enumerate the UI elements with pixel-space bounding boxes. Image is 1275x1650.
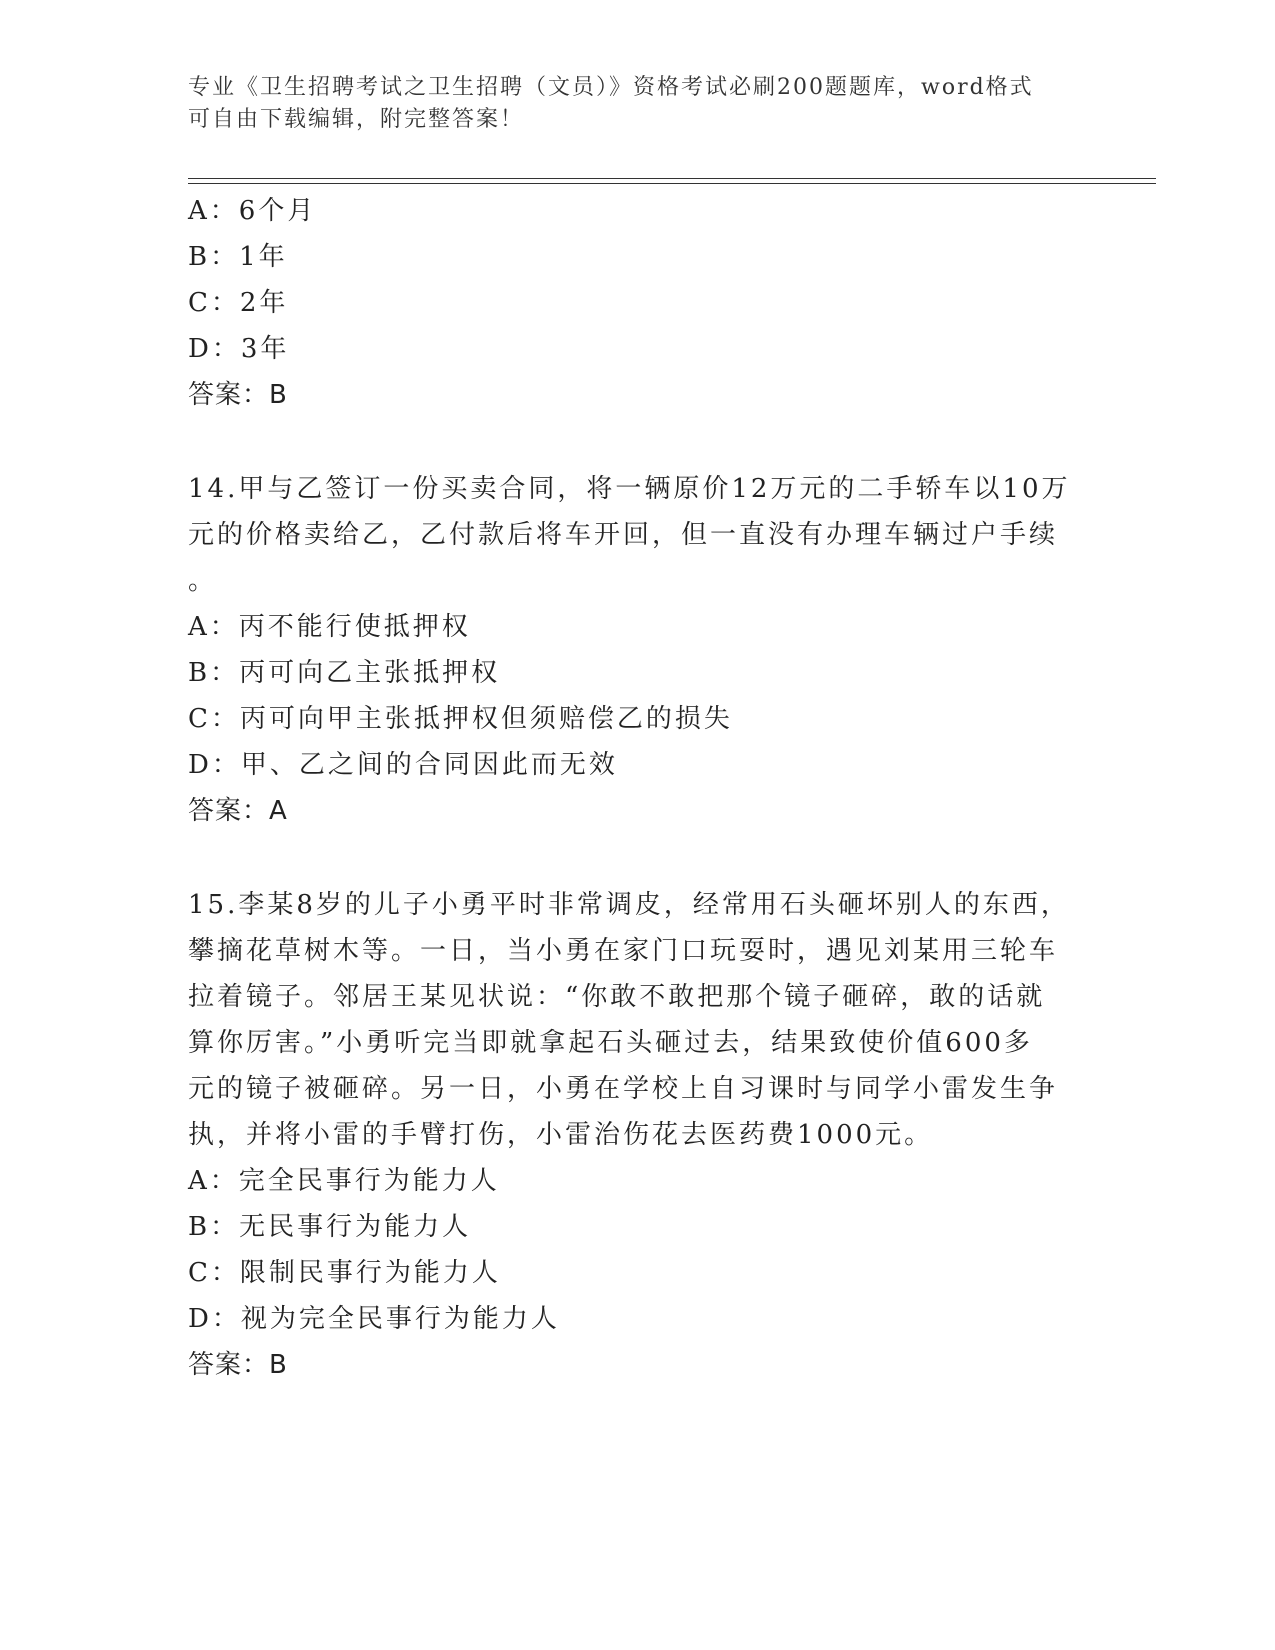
option-a: A：完全民事行为能力人 — [188, 1166, 500, 1196]
header-divider-bottom — [188, 183, 1156, 184]
option-d: D：视为完全民事行为能力人 — [188, 1304, 560, 1334]
option-c: C：限制民事行为能力人 — [188, 1258, 501, 1288]
question-14 — [188, 466, 1088, 834]
header-divider-top — [188, 178, 1156, 179]
question-stem-line: 执，并将小雷的手臂打伤，小雷治伤花去医药费1000元。 — [188, 1120, 934, 1150]
question-stem-line: 拉着镜子。邻居王某见状说：“你敢不敢把那个镜子砸碎，敢的话就 — [188, 982, 1046, 1012]
question-stem-line: 元的镜子被砸碎。另一日，小勇在学校上自习课时与同学小雷发生争 — [188, 1074, 1059, 1104]
option-b: B：无民事行为能力人 — [188, 1212, 472, 1242]
page-header — [188, 72, 1088, 136]
option-a: A：6个月 — [188, 196, 317, 226]
question-stem-line: 算你厉害。”小勇听完当即就拿起石头砸过去，结果致使价值600多 — [188, 1028, 1033, 1058]
option-c: C：丙可向甲主张抵押权但须赔偿乙的损失 — [188, 704, 733, 734]
header-line-1: 专业《卫生招聘考试之卫生招聘（文员）》资格考试必刷200题题库，word格式 — [188, 75, 1034, 100]
option-d: D：3年 — [188, 334, 290, 364]
question-stem-line: 攀摘花草树木等。一日，当小勇在家门口玩耍时，遇见刘某用三轮车 — [188, 936, 1059, 966]
question-list — [188, 188, 1088, 1388]
option-a: A：丙不能行使抵押权 — [188, 612, 471, 642]
question-15 — [188, 882, 1088, 1388]
option-b: B：丙可向乙主张抵押权 — [188, 658, 501, 688]
question-stem-line: 元的价格卖给乙，乙付款后将车开回，但一直没有办理车辆过户手续 — [188, 520, 1059, 550]
answer-line: 答案：B — [188, 1350, 288, 1380]
question-13 — [188, 188, 1088, 418]
option-c: C：2年 — [188, 288, 289, 318]
answer-line: 答案：A — [188, 796, 288, 826]
question-stem-line: 。 — [188, 566, 218, 596]
option-d: D：甲、乙之间的合同因此而无效 — [188, 750, 618, 780]
question-stem-line: 15.李某8岁的儿子小勇平时非常调皮，经常用石头砸坏别人的东西， — [188, 890, 1070, 920]
header-line-2: 可自由下载编辑，附完整答案！ — [188, 107, 525, 132]
question-stem-line: 14.甲与乙签订一份买卖合同，将一辆原价12万元的二手轿车以10万 — [188, 474, 1071, 504]
answer-line: 答案：B — [188, 380, 288, 410]
option-b: B：1年 — [188, 242, 288, 272]
